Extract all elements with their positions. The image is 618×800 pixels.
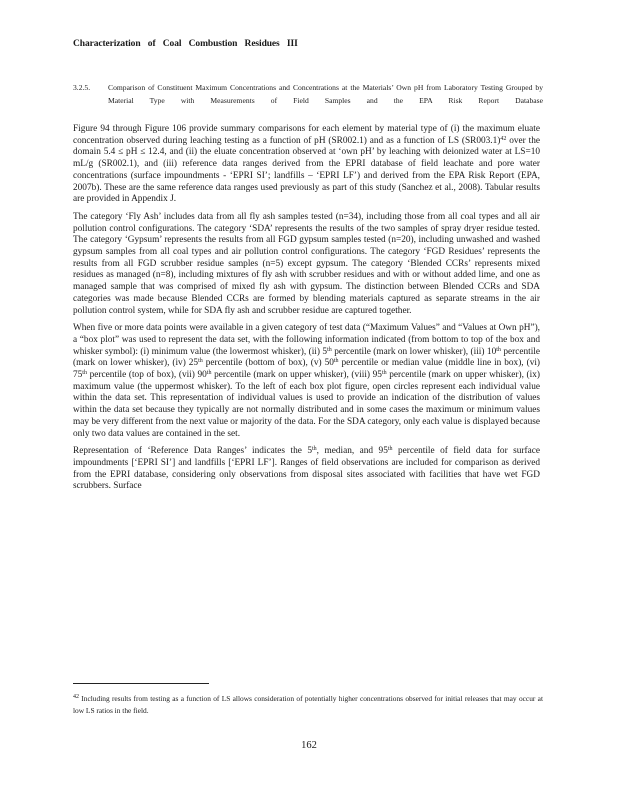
paragraph-1: Figure 94 through Figure 106 provide summary comparisons for each element by material type of (i) the maximum eluate concentration observed during leaching testing as a function of pH (SR002.1) and as a function of LS $(SR003.1)^{42}$ over the domain 5.4 ≤ pH ≤ 12.4, and (ii) the eluate concentration observed at ‘own pH’ by leaching with deionized water at LS=10 mL/g (SR002.1), and (iii) reference data ranges derived from the EPRI database of field leachate and pore water concentrations (surface impoundments - ‘EPRI SI’; landfills – ‘EPRI LF’) and derived from the EPA Risk Report (EPA, 2007b). These are the same reference data ranges used previously as part of this study (Sanchez et al., 2008). Tabular results are provided in Appendix J. — [73, 124, 541, 205]
footnote-ref: 42 — [500, 135, 507, 142]
paragraph-2: The category ‘Fly Ash’ includes data from all fly ash samples tested (n=34), including those from all coal types and all air pollution control configurations. The category ‘SDA’ represents the results of the two samples of spray dryer residue tested. The category ‘Gypsum’ represents the results from all FGD gypsum samples tested (n=20), including unwashed and washed gypsum samples from all coal types and air pollution control configurations. The category ‘FGD Residues’ represents the results from all FGD scrubber residue samples (n=5) except gypsum. The category ‘Blended CCRs’ represents mixed residues as managed (n=8), including mixtures of fly ash with scrubber residues and with or without added lime, and one as managed sample that was comprised of mixed fly ash with gypsum. The distinction between Blended CCRs and SDA categories was made because Blended CCRs are formed by blending materials captured as separate streams in the air pollution control system, while for SDA fly ash and scrubber residue are captured together. — [73, 211, 540, 316]
section-title: Comparison of Constituent Maximum Concentrations and Concentrations at the Materials’ Own pH from Laboratory Testing Grouped by Material Type with Measurements of Field Samples and the EPA Risk Report Database — [108, 83, 543, 105]
footnote — [73, 693, 543, 716]
paragraph-4: Representation of ‘Reference Data Ranges’ indicates the 5th, median, and 95th percentile of field data for surface impoundments [‘EPRI SI’] and landfills [‘EPRI LF’]. Ranges of field observations are included for comparison as derived from the EPRI database, considering only observations from disposal sites associated with facilities that have wet FGD scrubbers. Surface — [73, 446, 540, 492]
page-number: 162 — [301, 740, 317, 751]
paragraph-3: When five or more data points were available in a given category of test data (“Maximum Values” and “Values at Own pH”), a “box plot” was used to represent the data set, with the following information indicated (from bottom to top of the box and whisker symbol): (i) minimum value (the lowermost whisker), (ii) 5th percentile (mark on lower whisker), (iii) 10th percentile (mark on lower whisker), (iv) 25th percentile (bottom of box), (v) 50th percentile or median value (middle line in box), (vi) 75th percentile (top of box), (vii) 90th percentile (mark on upper whisker), (viii) 95th percentile (mark on upper whisker), (ix) maximum value (the uppermost whisker). To the left of each box plot figure, open circles represent each individual value within the data set. This representation of individual values is used to provide an indication of the distribution of values within the data set because they typically are not normally distributed and in some cases the maximum or minimum values may be very different from the next value or majority of the data. For the SDA category, only each value is displayed because only two data values are contained in the set. — [73, 323, 541, 439]
running-header: Characterization of Coal Combustion Residues III — [73, 39, 298, 49]
section-number: 3.2.5. — [73, 83, 91, 92]
section-heading — [73, 82, 543, 107]
footnote-text: Including results from testing as a function of LS allows consideration of potentially higher concentrations observed for initial releases that may occur at low LS ratios in the field. — [73, 694, 543, 715]
footnote-divider — [73, 683, 209, 684]
footnote-number: 42 — [73, 694, 79, 700]
body-text — [73, 124, 540, 499]
